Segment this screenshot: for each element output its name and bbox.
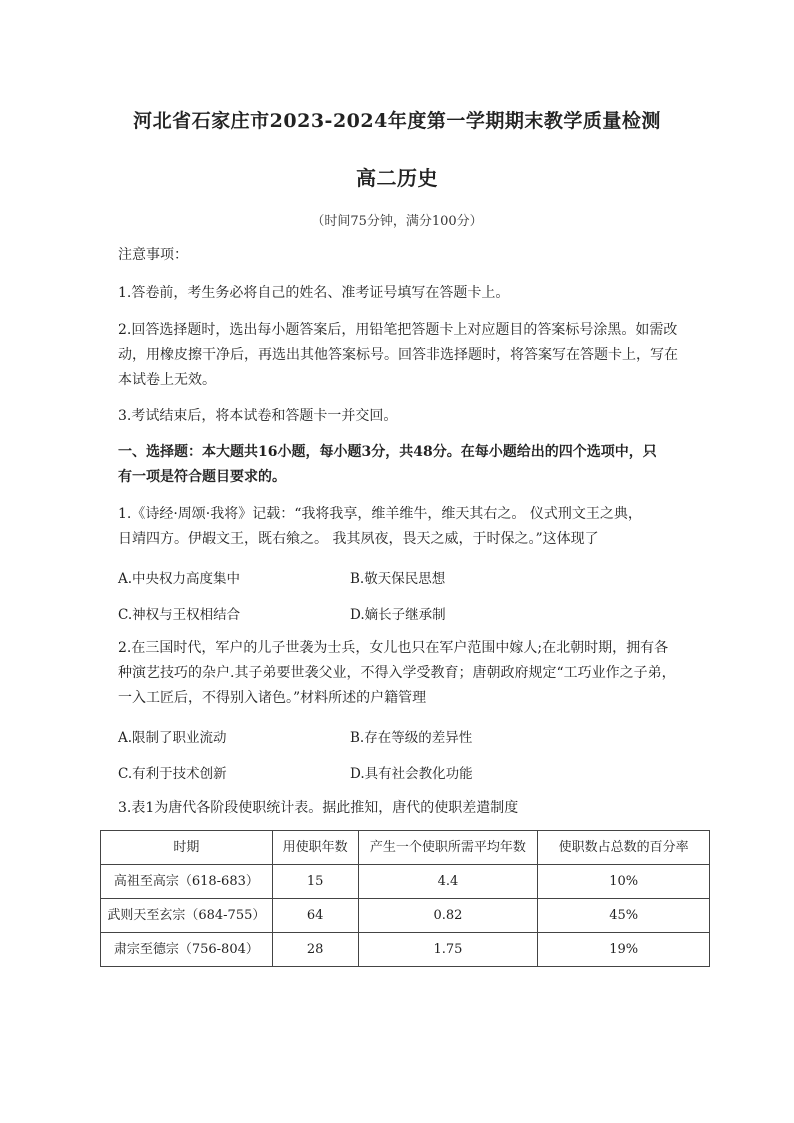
q2-option-a: A.限制了职业流动 [118, 730, 227, 746]
table-header-cell: 用使职年数 [272, 831, 358, 865]
subject-title: 高二历史 [356, 166, 438, 190]
table-cell: 高祖至高宗（618-683） [101, 865, 273, 899]
notice-heading: 注意事项： [118, 247, 188, 263]
q2-option-b: B.存在等级的差异性 [350, 730, 473, 746]
table-cell: 10% [538, 865, 710, 899]
time-info: （时间75分钟，满分100分） [311, 214, 483, 229]
q2-stem-line-3: 一入工匠后，不得别入诸色。”材料所述的户籍管理 [118, 690, 427, 706]
q1-option-d: D.嫡长子继承制 [350, 607, 446, 623]
notice-item-2-line-2: 动，用橡皮擦干净后，再选出其他答案标号。回答非选择题时，将答案写在答题卡上，写在 [118, 347, 678, 363]
table-header-row [101, 831, 710, 865]
table-header-cell: 时期 [101, 831, 273, 865]
exam-title: 河北省石家庄市2023-2024年度第一学期期末教学质量检测 [133, 110, 661, 132]
table-cell: 28 [272, 933, 358, 967]
table-cell: 肃宗至德宗（756-804） [101, 933, 273, 967]
q1-stem-line-2: 日靖四方。伊嘏文王，既右飨之。 我其夙夜，畏天之威，于时保之。”这体现了 [118, 531, 599, 547]
table-row [101, 933, 710, 967]
q1-option-c: C.神权与王权相结合 [118, 607, 241, 623]
table-cell: 64 [272, 899, 358, 933]
q2-option-c: C.有利于技术创新 [118, 766, 227, 782]
q1-option-a: A.中央权力高度集中 [118, 571, 241, 587]
table-cell: 0.82 [358, 899, 538, 933]
q1-option-b: B.敬天保民思想 [350, 571, 446, 587]
section-1-line-2: 有一项是符合题目要求的。 [118, 469, 286, 485]
q3-data-table [100, 830, 710, 967]
table-cell: 15 [272, 865, 358, 899]
table-cell: 1.75 [358, 933, 538, 967]
table-header-cell: 使职数占总数的百分率 [538, 831, 710, 865]
q1-stem-line-1: 1.《诗经·周颂·我将》记载：“我将我享，维羊维牛，维天其右之。 仪式刑文王之典， [118, 506, 642, 522]
table-row [101, 899, 710, 933]
table-row [101, 865, 710, 899]
table-cell: 4.4 [358, 865, 538, 899]
table-cell: 19% [538, 933, 710, 967]
table-cell: 武则天至玄宗（684-755） [101, 899, 273, 933]
q2-stem-line-2: 种演艺技巧的杂户.其子弟要世袭父业，不得入学受教育；唐朝政府规定“工巧业作之子弟， [118, 665, 676, 681]
table-header-cell: 产生一个使职所需平均年数 [358, 831, 538, 865]
notice-item-1: 1.答卷前，考生务必将自己的姓名、准考证号填写在答题卡上。 [118, 285, 510, 301]
q3-stem: 3.表1为唐代各阶段使职统计表。据此推知，唐代的使职差遣制度 [118, 800, 519, 816]
notice-item-3: 3.考试结束后，将本试卷和答题卡一并交回。 [118, 408, 398, 424]
q2-option-d: D.具有社会教化功能 [350, 766, 473, 782]
q2-stem-line-1: 2.在三国时代，军户的儿子世袭为士兵，女儿也只在军户范围中嫁人;在北朝时期，拥有各 [118, 640, 669, 656]
notice-item-2-line-1: 2.回答选择题时，选出每小题答案后，用铅笔把答题卡上对应题目的答案标号涂黑。如需改 [118, 322, 678, 338]
notice-item-2-line-3: 本试卷上无效。 [118, 372, 216, 388]
table-cell: 45% [538, 899, 710, 933]
section-1-line-1: 一、选择题：本大题共16小题，每小题3分，共48分。在每小题给出的四个选项中，只 [118, 444, 657, 460]
